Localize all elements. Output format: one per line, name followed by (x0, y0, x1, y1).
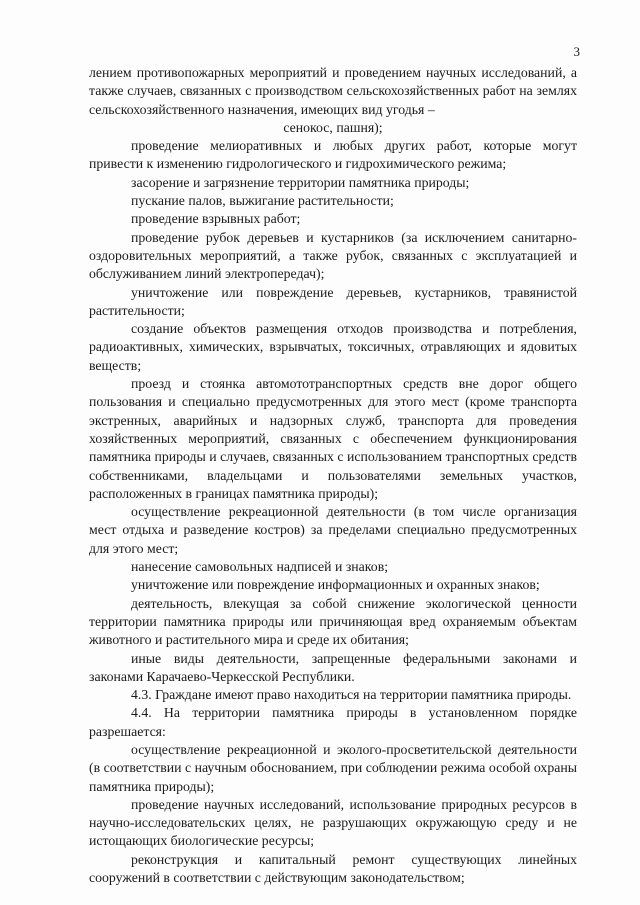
paragraph: сенокос, пашня); (283, 119, 383, 135)
paragraph: уничтожение или повреждение информационных и охранных знаков; (131, 577, 540, 593)
paragraph: деятельность, влекущая за собой снижение экологической ценности территории памятника природы или причиняющая вред охраняемым объектам животного и растительного мира и среде их обитания; (89, 595, 577, 648)
paragraph: иные виды деятельности, запрещенные федеральными законами и законами Карачаево-Черкесской Республики. (89, 650, 577, 684)
paragraph: лением противопожарных мероприятий и проведением научных исследований, а также случаев, связанных с производством сельскохозяйственных работ на землях сельскохозяйственного назначения, имеющих вид угодья – (89, 65, 577, 117)
paragraph: реконструкция и капитальный ремонт существующих линейных сооружений в соответствии с действующим законодательством; (89, 851, 577, 886)
paragraph: проведение научных исследований, использование природных ресурсов в научно-исследовательских целях, не разрушающих окружающую среду и не истощающих биологические ресурсы; (89, 796, 577, 849)
paragraph: осуществление рекреационной и эколого-просветительской деятельности (в соответствии с научным обоснованием, при соблюдении режима особой охраны памятника природы); (89, 741, 577, 794)
paragraph: 4.3. Граждане имеют право находиться на территории памятника природы. (131, 687, 572, 703)
paragraph: проведение мелиоративных и любых других работ, которые могут привести к изменению гидрологического и гидрохимического режима; (89, 138, 577, 172)
paragraph: нанесение самовольных надписей и знаков; (131, 559, 389, 575)
paragraph: создание объектов размещения отходов производства и потребления, радиоактивных, химических, взрывчатых, токсичных, отравляющих и ядовитых веществ; (89, 321, 577, 373)
paragraph: осуществление рекреационной деятельности (в том числе организация мест отдыха и разведение костров) за пределами специально предусмотренных для этого мест; (89, 504, 577, 556)
document-body (89, 64, 577, 887)
paragraph: 4.4. На территории памятника природы в установленном порядке разрешается: (89, 705, 577, 739)
paragraph: проведение рубок деревьев и кустарников (за исключением санитарно-оздоровительных мероприятий, а также рубок, связанных с эксплуатацией и обслуживанием линий электропередач); (89, 229, 577, 282)
paragraph: проезд и стоянка автомототранспортных средств вне дорог общего пользования и специально предусмотренных для этого мест (кроме транспорта экстренных, аварийных и надзорных служб, транспорта для проведения хозяйственных мероприятий, связанных с обеспечением функционирования памятника природы и случаев, связанных с использованием транспортных средств собственниками, владельцами и пользователями земельных участков, расположенных в границах памятника природы); (89, 376, 577, 501)
paragraph: пускание палов, выжигание растительности; (131, 193, 394, 209)
page-number: 3 (573, 44, 580, 59)
paragraph: засорение и загрязнение территории памятника природы; (131, 174, 470, 190)
paragraph: проведение взрывных работ; (131, 211, 301, 227)
paragraph: уничтожение или повреждение деревьев, кустарников, травянистой растительности; (89, 284, 577, 318)
